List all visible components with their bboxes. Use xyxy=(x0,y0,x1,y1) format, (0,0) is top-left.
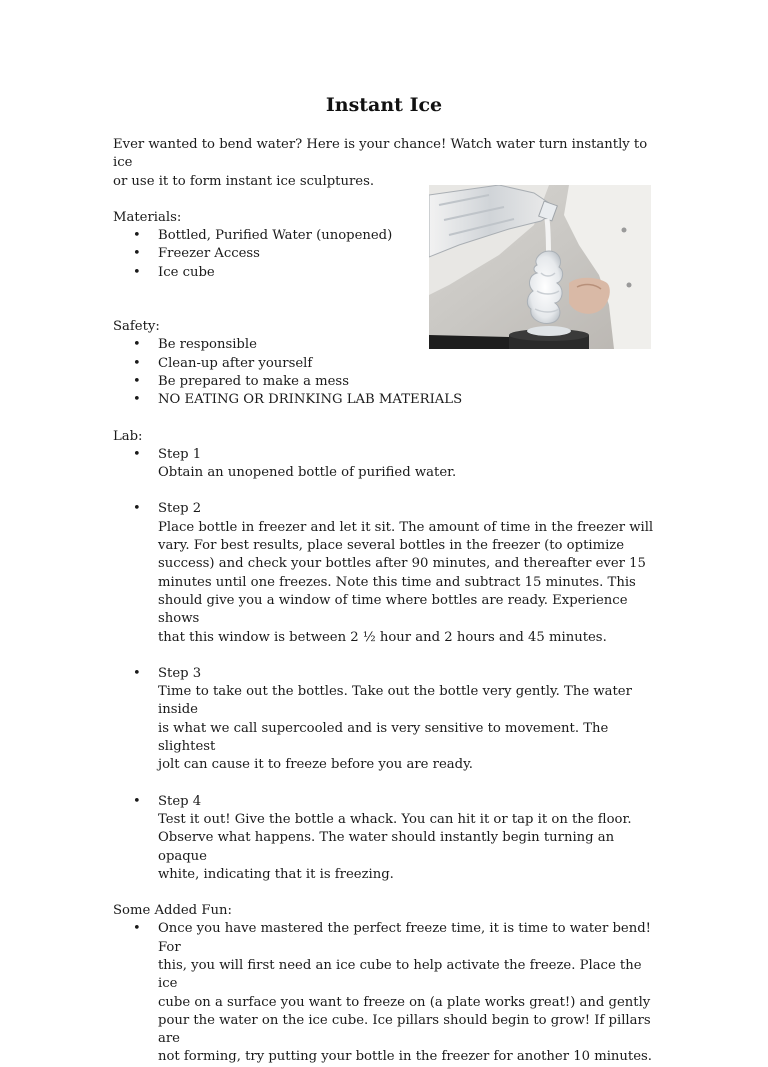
step-title: Step 1 xyxy=(158,446,202,462)
lab-step xyxy=(113,793,658,884)
list-item-text: Once you have mastered the perfect freeze time, it is time to water bend! For this, you will first need an ice cube to help activate the freeze. Place the ice cube on a surface you want to freeze on (a plate works great!) and gently pour the water on the ice cube. Ice pillars should begin to grow! If pillars are not forming, try putting your bottle in the freezer for another 10 minutes. xyxy=(158,921,652,1065)
list-item-text: Clean-up after yourself xyxy=(158,355,313,371)
added-fun-heading: Some Added Fun: xyxy=(113,903,232,919)
lab-step xyxy=(113,446,658,483)
bullet-icon: • xyxy=(133,921,141,937)
list-item-text: Bottled, Purified Water (unopened) xyxy=(158,228,393,244)
materials-heading: Materials: xyxy=(113,209,182,225)
bullet-icon: • xyxy=(133,373,141,389)
step-body: Obtain an unopened bottle of purified water. xyxy=(158,465,457,481)
bullet-icon: • xyxy=(133,355,141,371)
list-item xyxy=(113,245,658,263)
list-item xyxy=(113,227,658,245)
list-item-text: NO EATING OR DRINKING LAB MATERIALS xyxy=(158,392,463,408)
list-item-text: Freezer Access xyxy=(158,246,260,262)
added-fun-list xyxy=(113,920,658,1066)
lab-step xyxy=(113,500,658,646)
materials-list xyxy=(113,227,658,282)
list-item-text: Be responsible xyxy=(158,337,257,353)
bullet-icon: • xyxy=(133,665,141,681)
list-item xyxy=(113,355,658,373)
step-title: Step 2 xyxy=(158,501,202,517)
step-body: Time to take out the bottles. Take out the bottle very gently. The water inside is what we call supercooled and is very sensitive to movement. The slightest jolt can cause it to freeze before you are ready. xyxy=(158,684,632,773)
step-title: Step 3 xyxy=(158,665,202,681)
step-body: Test it out! Give the bottle a whack. You can hit it or tap it on the floor. Observe what happens. The water should instantly begin turning an opaque white, indicating that it is freezing. xyxy=(158,811,632,882)
lab-heading: Lab: xyxy=(113,428,143,444)
list-item-text: Ice cube xyxy=(158,264,215,280)
bullet-icon: • xyxy=(133,501,141,517)
lab-step xyxy=(113,665,658,775)
bullet-icon: • xyxy=(133,392,141,408)
bullet-icon: • xyxy=(133,264,141,280)
page-title: Instant Ice xyxy=(325,94,443,116)
bullet-icon: • xyxy=(133,246,141,262)
list-item xyxy=(113,391,658,409)
step-title: Step 4 xyxy=(158,793,202,809)
bullet-icon: • xyxy=(133,337,141,353)
bullet-icon: • xyxy=(133,446,141,462)
bullet-icon: • xyxy=(133,228,141,244)
document-body xyxy=(113,136,658,1067)
list-item xyxy=(113,920,658,1066)
list-item xyxy=(113,264,658,282)
list-item xyxy=(113,336,658,354)
step-body: Place bottle in freezer and let it sit. The amount of time in the freezer will vary. For best results, place several bottles in the freezer (to optimize success) and check your bottles after 90 minutes, and thereafter ever 15 minutes until one freezes. Note this time and subtract 15 minutes. This should give you a window of time where bottles are ready. Experience shows that this window is between 2 ½ hour and 2 hours and 45 minutes. xyxy=(158,519,654,645)
list-item-text: Be prepared to make a mess xyxy=(158,373,349,389)
lab-steps-list xyxy=(113,446,658,884)
safety-heading: Safety: xyxy=(113,319,160,335)
safety-list xyxy=(113,336,658,409)
bullet-icon: • xyxy=(133,793,141,809)
list-item xyxy=(113,373,658,391)
intro-paragraph: Ever wanted to bend water? Here is your chance! Watch water turn instantly to ice or use it to form instant ice sculptures. xyxy=(113,137,648,189)
